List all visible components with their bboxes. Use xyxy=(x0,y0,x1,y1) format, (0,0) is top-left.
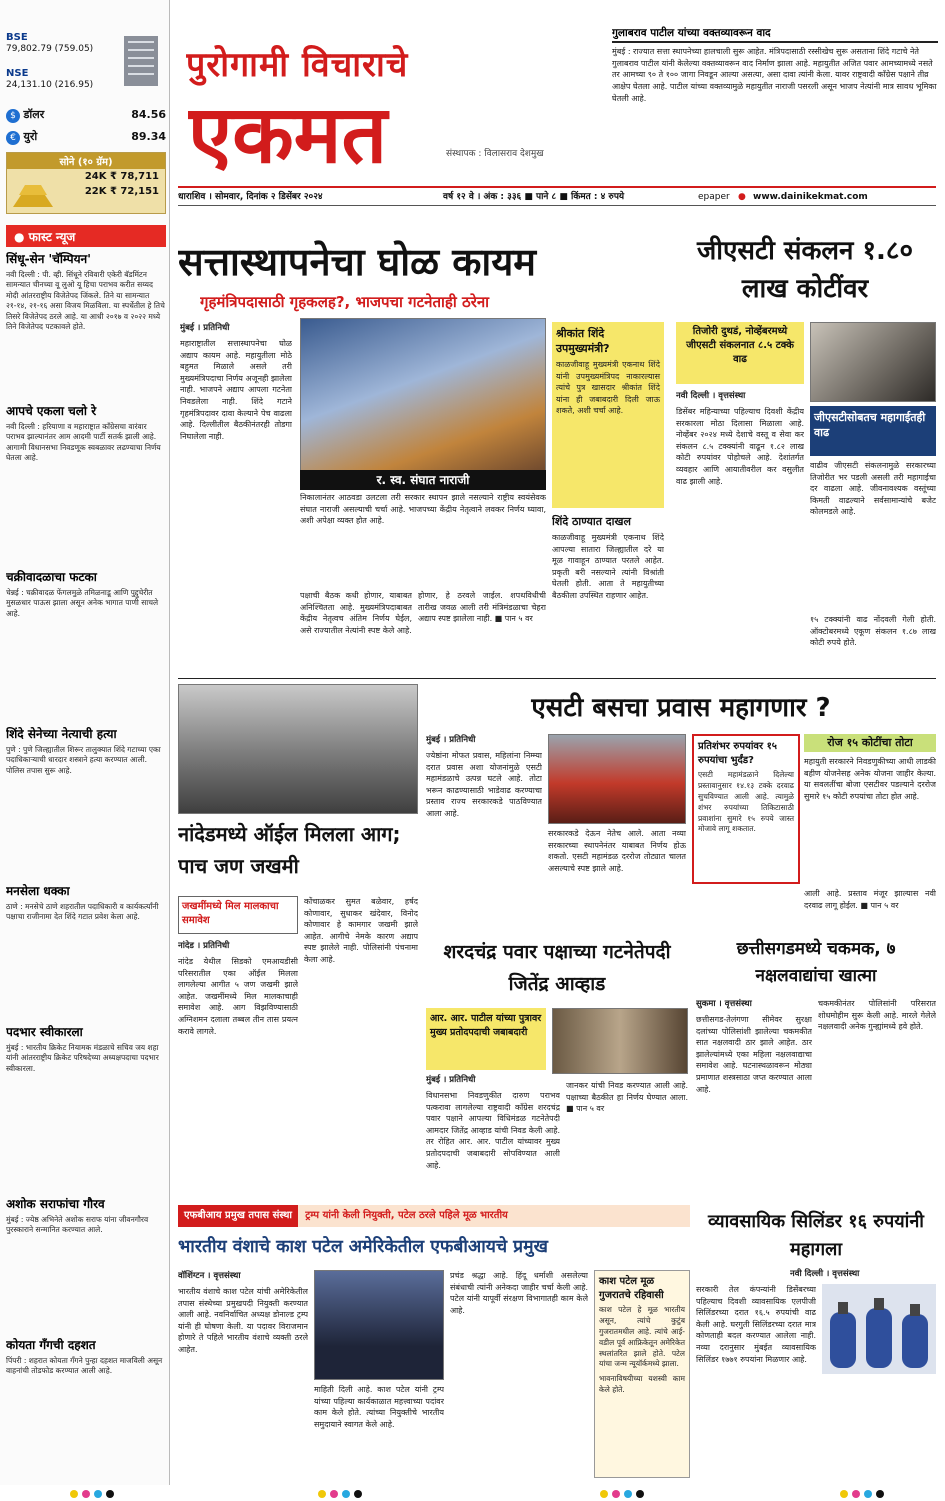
website-link[interactable]: www.dainikekmat.com xyxy=(753,192,868,202)
st-bus-photo xyxy=(548,734,686,824)
fast-news-text: पुणे : पुणे जिल्ह्यातील शिरूर तालुक्यात शिंदे गटाच्या एका पदाधिकाऱ्याची धारदार शस्त्राने हत्या करण्यात आली. पोलिस तपास सुरू आहे. xyxy=(6,744,161,775)
gas-cylinders-photo xyxy=(822,1284,936,1374)
shinde-thane-text: काळजीवाहू मुख्यमंत्री एकनाथ शिंदे आपल्या सातारा जिल्ह्यातील दरे या मूळ गावाहून ठाण्यात परतले आहेत. प्रकृती बरी नसल्याने त्यांनी विश्रांती घेतली होती. आता ते महायुतीच्या बैठकीला उपस्थित राहणार आहेत. xyxy=(552,533,664,600)
euro-label: युरो xyxy=(23,130,38,143)
lead-col2: निकालानंतर आठवडा उलटला तरी सरकार स्थापन झाले नसल्याने राष्ट्रीय स्वयंसेवक संघात नाराजी असल्याची चर्चा आहे. भाजपच्या केंद्रीय नेतृत्वाने लवकर निर्णय घ्यावा, अशी अपेक्षा व्यक्त होत आहे. xyxy=(300,493,546,526)
gst-byline: नवी दिल्ली । वृत्तसंस्था xyxy=(676,391,746,401)
gas-cylinder-icon xyxy=(822,1284,936,1374)
st-loss-heading: रोज १५ कोटींचा तोटा xyxy=(804,734,936,752)
awhad-byline: मुंबई । प्रतिनिधी xyxy=(426,1075,476,1085)
fast-news-item xyxy=(6,570,166,715)
chhattisgarh-byline: सुकमा । वृत्तसंस्था xyxy=(696,999,752,1009)
cylinder-body: सरकारी तेल कंपन्यांनी डिसेंबरच्या पहिल्याच दिवशी व्यावसायिक एलपीजी सिलिंडरच्या दरात १६.५ रुपयांची वाढ केली आहे. घरगुती सिलिंडरच्या दरात मात्र कोणताही बदल करण्यात आलेला नाही. नव्या दरानुसार मुंबईत व्यावसायिक सिलिंडर १७७१ रुपयांना मिळणार आहे. xyxy=(696,1285,816,1364)
fast-news-text: ठाणे : मनसेचे ठाणे शहरातील पदाधिकारी व कार्यकर्त्यांनी पक्षाचा राजीनामा देत शिंदे गटात प्रवेश केला आहे. xyxy=(6,901,159,922)
st-question-box xyxy=(692,734,800,884)
nse-value: 24,131.10 (216.95) xyxy=(6,80,94,90)
fbi-box-text: काश पटेल हे मूळ भारतीय असून, त्यांचे कुटुंब गुजरातमधील आहे. त्यांचे आई-वडील पूर्व आफ्रिकेतून अमेरिकेत स्थलांतरित झाले होते. पटेल यांचा जन्म न्यूयॉर्कमध्ये झाला. xyxy=(599,1305,685,1369)
bell-icon: ● xyxy=(14,230,25,244)
epaper-label: epaper xyxy=(698,192,730,202)
gst-side-heading: जीएसटीसोबतच महागाईतही वाढ xyxy=(810,406,936,456)
fast-news-item xyxy=(6,404,166,564)
gold-rate-box xyxy=(6,152,166,214)
photo-caption: र. स्व. संघात नाराजी xyxy=(300,470,546,490)
chhattisgarh-body2: चकमकीनंतर पोलिसांनी परिसरात शोधमोहीम सुरू केली आहे. मारले गेलेले नक्षलवादी अनेक गुन्ह्यांमध्ये हवे होते. xyxy=(818,999,936,1032)
cylinder-byline: नवी दिल्ली । वृत्तसंस्था xyxy=(790,1269,860,1279)
gold-22k: 22K ₹ 72,151 xyxy=(84,186,159,197)
chhattisgarh-headline: छत्तीसगडमध्ये चकमक, ७ नक्षलवाद्यांचा खात्मा xyxy=(736,939,896,986)
lead-byline: मुंबई । प्रतिनिधी xyxy=(180,323,230,333)
fast-news-item xyxy=(6,1338,166,1478)
shinde-thane-heading: शिंदे ठाण्यात दाखल xyxy=(552,515,631,528)
kash-patel-photo xyxy=(314,1270,444,1380)
fbi-body2: प्रचंड श्रद्धा आहे. हिंदू धर्माशी असलेल्या संबंधाची त्यांनी अनेकदा जाहीर चर्चा केली आहे. पटेल यांनी यापूर्वी संरक्षण विभागातही काम केले आहे. xyxy=(450,1271,588,1315)
fast-news-item xyxy=(6,884,166,1020)
st-loss-text: महायुती सरकारने निवडणुकीच्या आधी लाडकी बहीण योजनेसह अनेक योजना जाहीर केल्या. या सवलतींचा बोजा एसटीवर पडल्याने दररोज सुमारे १५ कोटी रुपयांचा तोटा होत आहे. xyxy=(804,757,936,801)
fast-news-text: नवी दिल्ली : हरियाणा व महाराष्ट्रात काँग्रेसचा वारंवार पराभव झाल्यानंतर आम आदमी पार्टी सतर्क झाली आहे. आगामी विधानसभा निवडणूक स्वबळावर लढण्याचा निर्णय घेतला आहे. xyxy=(6,421,161,463)
fast-news-heading: मनसेला धक्का xyxy=(6,884,70,898)
nanded-subhead: जखमींमध्ये मिल मालकाचा समावेश xyxy=(178,896,298,934)
fast-news-heading: पदभार स्वीकारला xyxy=(6,1025,83,1039)
fast-news-title: फास्ट न्यूज xyxy=(28,230,76,244)
patil-box: आर. आर. पाटील यांच्या पुत्रावर मुख्य प्रतोदपदाची जबाबदारी xyxy=(426,1008,546,1070)
st-byline: मुंबई । प्रतिनिधी xyxy=(426,735,476,745)
euro-value: 89.34 xyxy=(131,130,166,143)
top-story-heading: गुलाबराव पाटील यांच्या वक्तव्यावरून वाद xyxy=(612,26,938,43)
nse-label: NSE xyxy=(6,68,29,79)
gst-photo xyxy=(810,322,936,402)
print-registration-marks xyxy=(0,1485,945,1501)
fbi-band-label: एफबीआय प्रमुख तपास संस्था xyxy=(178,1205,298,1227)
st-body1: ज्येष्ठांना मोफत प्रवास, महिलांना निम्म्या दरात प्रवास अशा योजनांमुळे एसटी महामंडळाचे उत्पन्न घटले आहे. तोटा भरून काढण्यासाठी भाडेवाढ करण्याचा प्रस्ताव राज्य सरकारकडे पाठविण्यात आला आहे. xyxy=(426,751,542,818)
bse-label: BSE xyxy=(6,32,28,43)
fbi-info-box xyxy=(594,1270,690,1478)
dollar-value: 84.56 xyxy=(131,108,166,121)
nanded-body2: कोंचाळकर सुमत बळेवार, हर्षद कोणावार, सुधाकर खंदेवार, विनोद कोणावार हे कामगार जखमी झाले आहेत. आगीचे नेमके कारण अद्याप स्पष्ट झालेले नाही. पोलिसांनी पंचनामा केला आहे. xyxy=(304,897,418,964)
fast-news-header xyxy=(6,225,166,247)
fbi-headline: भारतीय वंशाचे काश पटेल अमेरिकेतील एफबीआयचे प्रमुख xyxy=(178,1237,548,1257)
dateline-bar xyxy=(178,186,936,206)
st-body2: सरकारकडे देऊन नेतेच आले. आता नव्या सरकारच्या स्थापनेनंतर याबाबत निर्णय होऊ शकतो. एसटी महामंडळ दररोज तोट्यात चालत असल्याचे स्पष्ट झाले आहे. xyxy=(548,829,686,873)
dollar-label: डॉलर xyxy=(23,108,45,121)
left-sidebar xyxy=(0,0,170,1485)
fast-news-text: मुंबई : भारतीय क्रिकेट नियामक मंडळाचे सचिव जय शहा यांनी आंतरराष्ट्रीय क्रिकेट परिषदेच्या अध्यक्षपदाचा पदभार स्वीकारला. xyxy=(6,1042,159,1073)
globe-icon: ● xyxy=(738,192,746,202)
dateline-date: धाराशिव । सोमवार, दिनांक २ डिसेंबर २०२४ xyxy=(178,192,323,202)
cylinder-headline: व्यावसायिक सिलिंडर १६ रुपयांनी महागला xyxy=(708,1211,924,1260)
awhad-body: विधानसभा निवडणुकीत दारुण पराभव पत्करावा लागलेल्या राष्ट्रवादी काँग्रेस शरदचंद्र पवार पक्षाने आपल्या विधिमंडळ गटनेतेपदी आमदार जितेंद्र आव्हाड यांची निवड केली आहे. तर रोहित आर. आर. पाटील यांच्यावर मुख्य प्रतोदपदाची जबाबदारी सोपविण्यात आली आहे. xyxy=(426,1091,560,1170)
st-question-heading: प्रतिशंभर रुपयांवर १५ रुपयांचा भुर्दंड? xyxy=(698,741,777,766)
fast-news-heading: चक्रीवादळाचा फटका xyxy=(6,570,97,584)
nanded-byline: नांदेड । प्रतिनिधी xyxy=(178,941,230,951)
fast-news-heading: अशोक सराफांचा गौरव xyxy=(6,1197,105,1211)
fast-news-text: मुंबई : ज्येष्ठ अभिनेते अशोक सराफ यांना जीवनगौरव पुरस्काराने सन्मानित करण्यात आले. xyxy=(6,1214,149,1235)
fast-news-item xyxy=(6,1025,166,1191)
shinde-question-box xyxy=(552,322,664,508)
st-tail: आली आहे. प्रस्ताव मंजूर झाल्यास नवी दरवाढ लागू होईल. ■ पान ५ वर xyxy=(804,889,936,910)
chhattisgarh-body: छत्तीसगड-तेलंगणा सीमेवर सुरक्षा दलांच्या पोलिसांशी झालेल्या चकमकीत सात नक्षलवादी ठार झाले आहेत. ठार झालेल्यांमध्ये एका महिला नक्षलवाद्याचा समावेश आहे. घटनास्थळावरून मोठ्या प्रमाणात शस्त्रसाठा जप्त करण्यात आला आहे. xyxy=(696,1015,812,1094)
lead-col3: पक्षाची बैठक कधी होणार, याबाबत अनिश्चितता आहे. मुख्यमंत्रिपदाबाबत केंद्रीय नेतृत्वच अंतिम निर्णय घेईल, असे राज्यातील नेत्यांनी स्पष्ट केले आहे. xyxy=(300,591,412,635)
gst-subhead: तिजोरी दुथडं, नोव्हेंबरमध्ये जीएसटी संकलनात ८.५ टक्के वाढ xyxy=(676,322,804,384)
masthead-logo: एकमत xyxy=(188,88,388,180)
st-question-text: एसटी महामंडळाने दिलेल्या प्रस्तावानुसार १४.१३ टक्के दरवाढ सुचविण्यात आली आहे. त्यामुळे शंभर रुपयांच्या तिकिटासाठी प्रवाशांना सुमारे १५ रुपये जास्त मोजावे लागू शकतात. xyxy=(698,770,794,834)
gst-side-text: वाढीव जीएसटी संकलनामुळे सरकारच्या तिजोरीत भर पडली असली तरी महागाईचा दर वाढला आहे. जीवनावश्यक वस्तूंच्या किमती वाढल्याने सर्वसामान्यांचे बजेट कोलमडले आहे. xyxy=(810,461,936,517)
bse-value: 79,802.79 (759.05) xyxy=(6,44,94,54)
fbi-band xyxy=(178,1205,690,1227)
euro-rate xyxy=(6,130,166,145)
dateline-issue: वर्ष १२ वे । अंक : ३३६ ■ पाने ८ ■ किंमत : ४ रुपये xyxy=(443,192,625,202)
gold-24k: 24K ₹ 78,711 xyxy=(84,171,159,182)
shinde-question-heading: श्रीकांत शिंदे उपमुख्यमंत्री? xyxy=(556,327,610,355)
dollar-rate xyxy=(6,108,166,123)
dollar-icon: $ xyxy=(6,109,20,123)
fast-news-heading: कोयता गँगची दहशत xyxy=(6,1338,96,1352)
fbi-box-heading: काश पटेल मूळ गुजरातचे रहिवासी xyxy=(599,1276,664,1301)
gst-headline: जीएसटी संकलन १.८० लाख कोटींवर xyxy=(697,236,913,304)
stock-exchange-building-icon xyxy=(118,30,164,90)
st-headline: एसटी बसचा प्रवास महागणार ? xyxy=(531,693,831,723)
awhad-body2: जानकर यांची निवड करण्यात आली आहे. पक्षाच्या बैठकीत हा निर्णय घेण्यात आला. ■ पान ५ वर xyxy=(566,1081,688,1114)
fast-news-item xyxy=(6,727,166,879)
top-story-text: मुंबई : राज्यात सत्ता स्थापनेच्या हालचाली सुरू आहेत. मंत्रिपदासाठी रस्सीखेच सुरू असताना शिंदे गटाचे नेते गुलाबराव पाटील यांनी केलेल्या वक्तव्यावरून वाद निर्माण झाला आहे. महायुतीत अजित पवार आमच्यामध्ये नसते तर आमच्या ९० ते १०० जागा निवडून आल्या असत्या, असा दावा त्यांनी केला. यावर राष्ट्रवादी काँग्रेस पक्षाने तीव्र आक्षेप घेतला आहे. पाटील यांच्या वक्तव्यामुळे महायुतीत नाराजी पसरली असून भाजप नेत्यांनी मात्र सावध भूमिका घेतली आहे. xyxy=(612,47,937,103)
fast-news-heading: आपचे एकला चलो रे xyxy=(6,404,97,418)
shinde-question-text: काळजीवाहू मुख्यमंत्री एकनाथ शिंदे यांनी उपमुख्यमंत्रिपद नाकारल्यास त्यांचे पुत्र खासदार श्रीकांत शिंदे यांना ही जबाबदारी दिली जाऊ शकते, अशी चर्चा आहे. xyxy=(556,360,660,416)
fast-news-item xyxy=(6,252,166,398)
fast-news-heading: शिंदे सेनेच्या नेत्याची हत्या xyxy=(6,727,117,741)
lead-col4: होणार, हे ठरवले जाईल. शपथविधीची तारीख जवळ आली तरी मंत्रिमंडळाचा चेहरा अद्याप स्पष्ट झालेला नाही. ■ पान ५ वर xyxy=(418,591,546,624)
awhad-photo xyxy=(552,1008,688,1074)
lead-headline: सत्तास्थापनेचा घोळ कायम xyxy=(178,240,537,284)
founder-credit: संस्थापक : विलासराव देशमुख xyxy=(446,149,544,159)
gst-body: डिसेंबर महिन्याच्या पहिल्याच दिवशी केंद्रीय सरकारला मोठा दिलासा मिळाला आहे. नोव्हेंबर २०२४ मध्ये देशाचे वस्तू व सेवा कर संकलन ८.५ टक्क्यांनी वाढून १.८२ लाख कोटी रुपयांवर पोहोचले आहे. देशांतर्गत व्यवहार आणि आयातीवरील कर वसुलीत वाढ झाली आहे. xyxy=(676,407,804,486)
fast-news-item xyxy=(6,1197,166,1333)
gold-bars-icon xyxy=(11,173,55,211)
fbi-body3: माहिती दिली आहे. काश पटेल यांनी ट्रम्प यांच्या पहिल्या कार्यकाळात महत्त्वाच्या पदांवर काम केले होते. त्यांच्या नियुक्तीचे भारतीय समुदायाने स्वागत केले आहे. xyxy=(314,1385,444,1429)
fast-news-text: नवी दिल्ली : पी. व्ही. सिंधूने रविवारी एकेरी बॅडमिंटन सामन्यात चीनच्या वू लुओ यू हिचा पराभव करीत सय्यद मोदी आंतरराष्ट्रीय विजेतेपद जिंकले. तिने या सामन्यात २१-१४, २१-१६ असा विजय मिळविला. या स्पर्धेतील हे तिचे तिसरे विजेतेपद ठरले आहे. या आधी २०१७ व २०२२ मध्ये तिने विजेतेपद पटकावले होते. xyxy=(6,269,165,332)
nanded-body1: नांदेड येथील सिडको एमआयडीसी परिसरातील एका ऑईल मिलला लागलेल्या आगीत ५ जण जखमी झाले आहेत. जखमींमध्ये मिल मालकाचाही समावेश आहे. आग विझविण्यासाठी अग्निशमन दलाला तब्बल तीन तास प्रयत्न करावे लागले. xyxy=(178,957,298,1036)
fast-news-text: पिंपरी : शहरात कोयता गँगने पुन्हा दहशत माजविली असून वाहनांची तोडफोड करण्यात आली आहे. xyxy=(6,1355,163,1376)
leaders-photo xyxy=(300,318,546,488)
nanded-headline: नांदेडमध्ये ऑईल मिलला आग; पाच जण जखमी xyxy=(178,822,401,878)
lead-subhead: गृहमंत्रिपदासाठी गृहकलह?, भाजपचा गटनेताही ठरेना xyxy=(200,293,490,311)
gold-title: सोने (१० ग्रॅम) xyxy=(7,153,165,169)
euro-icon: € xyxy=(6,131,20,145)
fbi-box-tail: भावनाविषयीच्या यशस्वी काम केले होते. xyxy=(599,1374,685,1395)
masthead-tagline: पुरोगामी विचाराचे xyxy=(186,45,409,85)
gst-tail: १५ टक्क्यांनी वाढ नोंदवली गेली होती. ऑक्टोबरमध्ये एकूण संकलन १.८७ लाख कोटी रुपये होते. xyxy=(810,615,936,648)
fast-news-text: चेन्नई : चक्रीवादळ फेंगलमुळे तमिळनाडू आणि पुद्दुचेरीत मुसळधार पाऊस झाला असून अनेक भागात पाणी साचले आहे. xyxy=(6,587,159,618)
fbi-band-text: ट्रम्प यांनी केली नियुक्ती, पटेल ठरले पहिले मूळ भारतीय xyxy=(305,1210,508,1221)
lead-col1: महाराष्ट्रातील सत्तास्थापनेचा घोळ अद्याप कायम आहे. महायुतीला मोठे बहुमत मिळाले असले तरी मुख्यमंत्रिपदाचा निर्णय अजूनही झालेला नाही. भाजपने अद्याप आपला गटनेता निवडलेला नाही. शिंदे गटाने गृहमंत्रिपदावर दावा केल्याने पेच वाढला आहे. दिल्लीतील बैठकीनंतरही तोडगा निघालेला नाही. xyxy=(180,339,292,441)
fbi-byline: वॉशिंग्टन । वृत्तसंस्था xyxy=(178,1271,241,1281)
fast-news-heading: सिंधू-सेन 'चॅम्पियन' xyxy=(6,252,91,266)
top-right-story xyxy=(612,26,938,181)
nanded-fire-photo xyxy=(178,684,418,814)
awhad-headline: शरदचंद्र पवार पक्षाच्या गटनेतेपदी जितेंद्र आव्हाड xyxy=(443,941,671,995)
fbi-body1: भारतीय वंशाचे काश पटेल यांची अमेरिकेतील तपास संस्थेच्या प्रमुखपदी नियुक्ती करण्यात आली आहे. नवनिर्वाचित अध्यक्ष डोनाल्ड ट्रम्प यांनी ही घोषणा केली. या पदावर विराजमान होणारे ते पहिले भारतीय वंशाचे व्यक्ती ठरले आहेत. xyxy=(178,1287,308,1354)
